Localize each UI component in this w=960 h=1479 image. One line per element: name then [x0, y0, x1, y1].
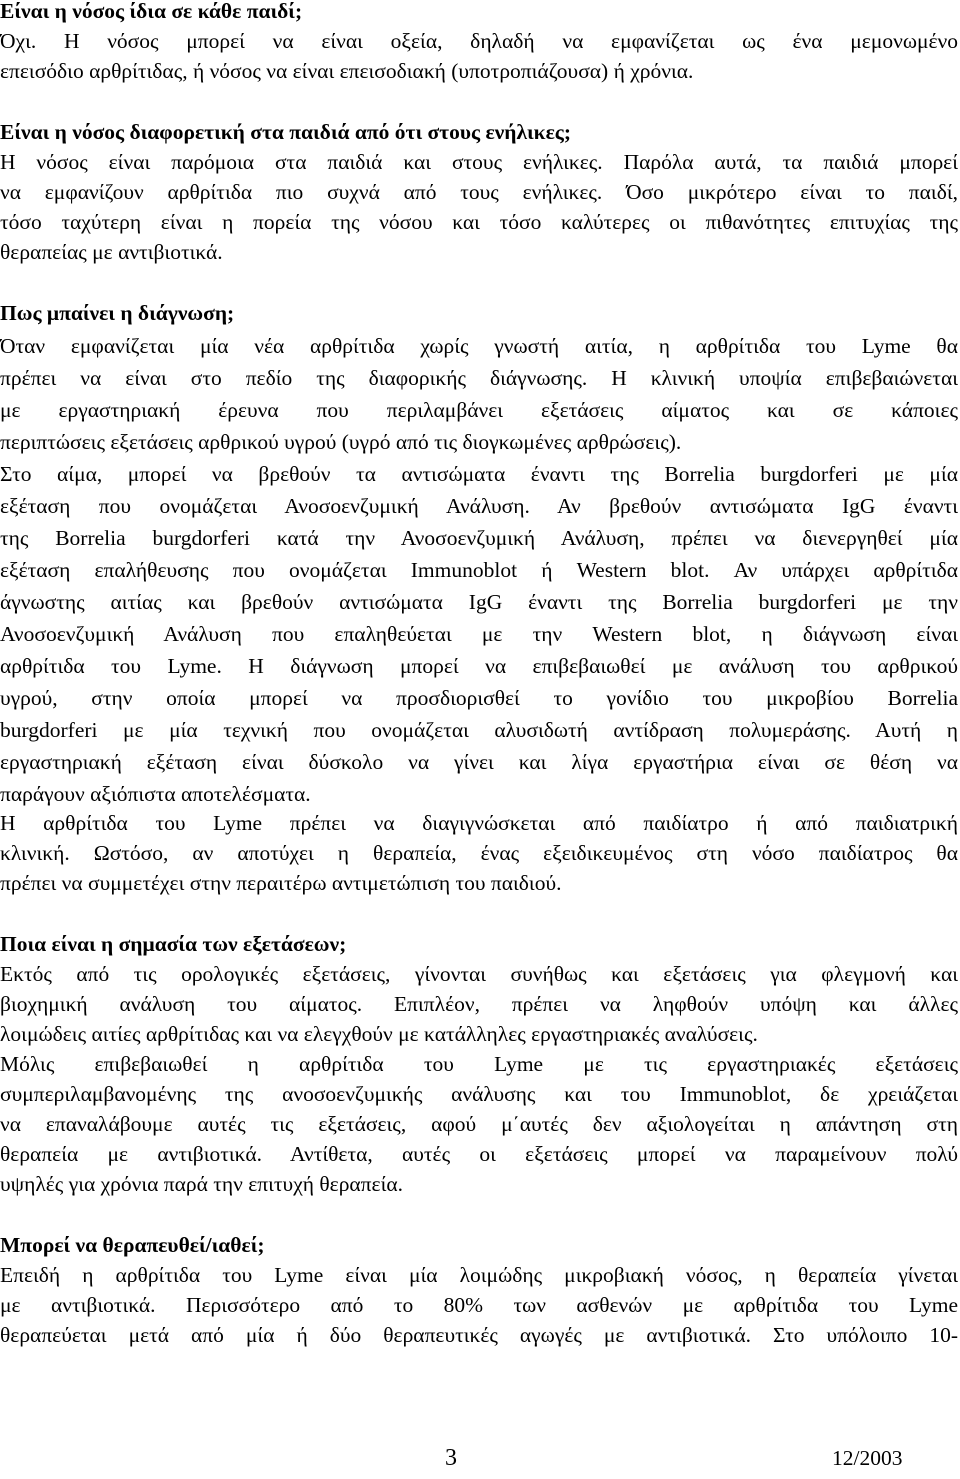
paragraph-line: εξέταση που ονομάζεται Ανοσοενζυμική Ανάλυση. Αν βρεθούν αντισώματα IgG έναντι — [0, 494, 958, 518]
section-heading: Είναι η νόσος διαφορετική στα παιδιά από ότι στους ενήλικες; — [0, 120, 572, 144]
paragraph-line: με αντιβιοτικά. Περισσότερο από το 80% των ασθενών με αρθρίτιδα του Lyme — [0, 1293, 958, 1317]
paragraph-line: Στο αίμα, μπορεί να βρεθούν τα αντισώματα έναντι της Borrelia burgdorferi με μία — [0, 462, 958, 486]
paragraph-line: Όχι. Η νόσος μπορεί να είναι οξεία, δηλαδή να εμφανίζεται ως ένα μεμονωμένο — [0, 29, 958, 53]
paragraph-line: Η νόσος είναι παρόμοια στα παιδιά και στους ενήλικες. Παρόλα αυτά, τα παιδιά μπορεί — [0, 150, 958, 174]
paragraph-line: εξέταση επαλήθευσης που ονομάζεται Immunoblot ή Western blot. Αν υπάρχει αρθρίτιδα — [0, 558, 958, 582]
paragraph-line: κλινική. Ωστόσο, αν αποτύχει η θεραπεία, ένας εξειδικευμένος στη νόσο παιδίατρος θα — [0, 841, 958, 865]
paragraph-line: πρέπει να συμμετέχει στην περαιτέρω αντιμετώπιση του παιδιού. — [0, 871, 562, 895]
paragraph-line: εργαστηριακή εξέταση είναι δύσκολο να γίνει και λίγα εργαστήρια είναι σε θέση να — [0, 750, 958, 774]
section-heading: Πως μπαίνει η διάγνωση; — [0, 301, 235, 325]
section-heading: Ποια είναι η σημασία των εξετάσεων; — [0, 932, 347, 956]
paragraph-line: με εργαστηριακή έρευνα που περιλαμβάνει εξετάσεις αίματος και σε κάποιες — [0, 398, 958, 422]
paragraph-line: τόσο ταχύτερη είναι η πορεία της νόσου και τόσο καλύτερες οι πιθανότητες επιτυχίας της — [0, 210, 958, 234]
page-number: 3 — [445, 1445, 457, 1471]
paragraph-line: Ανοσοενζυμική Ανάλυση που επαληθεύεται με την Western blot, η διάγνωση είναι — [0, 622, 958, 646]
paragraph-line: θεραπείας με αντιβιοτικά. — [0, 240, 223, 264]
paragraph-line: υψηλές για χρόνια παρά την επιτυχή θεραπεία. — [0, 1172, 403, 1196]
paragraph-line: αρθρίτιδα του Lyme. Η διάγνωση μπορεί να επιβεβαιωθεί με ανάλυση του αρθρικού — [0, 654, 958, 678]
footer-date: 12/2003 — [832, 1446, 903, 1470]
paragraph-line: της Borrelia burgdorferi κατά την Ανοσοενζυμική Ανάλυση, πρέπει να διενεργηθεί μία — [0, 526, 958, 550]
paragraph-line: περιπτώσεις εξετάσεις αρθρικού υγρού (υγρό από τις διογκωμένες αρθρώσεις). — [0, 430, 682, 454]
paragraph-line: συμπεριλαμβανομένης της ανοσοενζυμικής ανάλυσης και του Immunoblot, δε χρειάζεται — [0, 1082, 958, 1106]
paragraph-line: πρέπει να είναι στο πεδίο της διαφορικής διάγνωσης. Η κλινική υποψία επιβεβαιώνεται — [0, 366, 958, 390]
paragraph-line: θεραπεύεται μετά από μία ή δύο θεραπευτικές αγωγές με αντιβιοτικά. Στο υπόλοιπο 10- — [0, 1323, 958, 1347]
paragraph-line: Επειδή η αρθρίτιδα του Lyme είναι μία λοιμώδης μικροβιακή νόσος, η θεραπεία γίνεται — [0, 1263, 958, 1287]
paragraph-line: βιοχημική ανάλυση του αίματος. Επιπλέον, πρέπει να ληφθούν υπόψη και άλλες — [0, 992, 958, 1016]
paragraph-line: να εμφανίζουν αρθρίτιδα πιο συχνά από τους ενήλικες. Όσο μικρότερο είναι το παιδί, — [0, 180, 958, 204]
paragraph-line: υγρού, στην οποία μπορεί να προσδιορισθεί το γονίδιο του μικροβίου Borrelia — [0, 686, 958, 710]
paragraph-line: παράγουν αξιόπιστα αποτελέσματα. — [0, 782, 311, 806]
section-heading: Μπορεί να θεραπευθεί/ιαθεί; — [0, 1233, 265, 1257]
paragraph-line: Όταν εμφανίζεται μία νέα αρθρίτιδα χωρίς γνωστή αιτία, η αρθρίτιδα του Lyme θα — [0, 334, 958, 358]
paragraph-line: θεραπεία με αντιβιοτικά. Αντίθετα, αυτές οι εξετάσεις μπορεί να παραμείνουν πολύ — [0, 1142, 958, 1166]
paragraph-line: να επαναλάβουμε αυτές τις εξετάσεις, αφού μ΄αυτές δεν αξιολογείται η απάντηση στη — [0, 1112, 958, 1136]
paragraph-line: Μόλις επιβεβαιωθεί η αρθρίτιδα του Lyme με τις εργαστηριακές εξετάσεις — [0, 1052, 958, 1076]
section-heading: Είναι η νόσος ίδια σε κάθε παιδί; — [0, 0, 303, 23]
paragraph-line: λοιμώδεις αιτίες αρθρίτιδας και να ελεγχθούν με κατάλληλες εργαστηριακές αναλύσεις. — [0, 1022, 758, 1046]
paragraph-line: άγνωστης αιτίας και βρεθούν αντισώματα IgG έναντι της Borrelia burgdorferi με την — [0, 590, 958, 614]
paragraph-line: Η αρθρίτιδα του Lyme πρέπει να διαγιγνώσκεται από παιδίατρο ή από παιδιατρική — [0, 811, 958, 835]
paragraph-line: Εκτός από τις ορολογικές εξετάσεις, γίνονται συνήθως και εξετάσεις για φλεγμονή και — [0, 962, 958, 986]
paragraph-line: επεισόδιο αρθρίτιδας, ή νόσος να είναι επεισοδιακή (υποτροπιάζουσα) ή χρόνια. — [0, 59, 694, 83]
paragraph-line: burgdorferi με μία τεχνική που ονομάζεται αλυσιδωτή αντίδραση πολυμεράσης. Αυτή η — [0, 718, 958, 742]
